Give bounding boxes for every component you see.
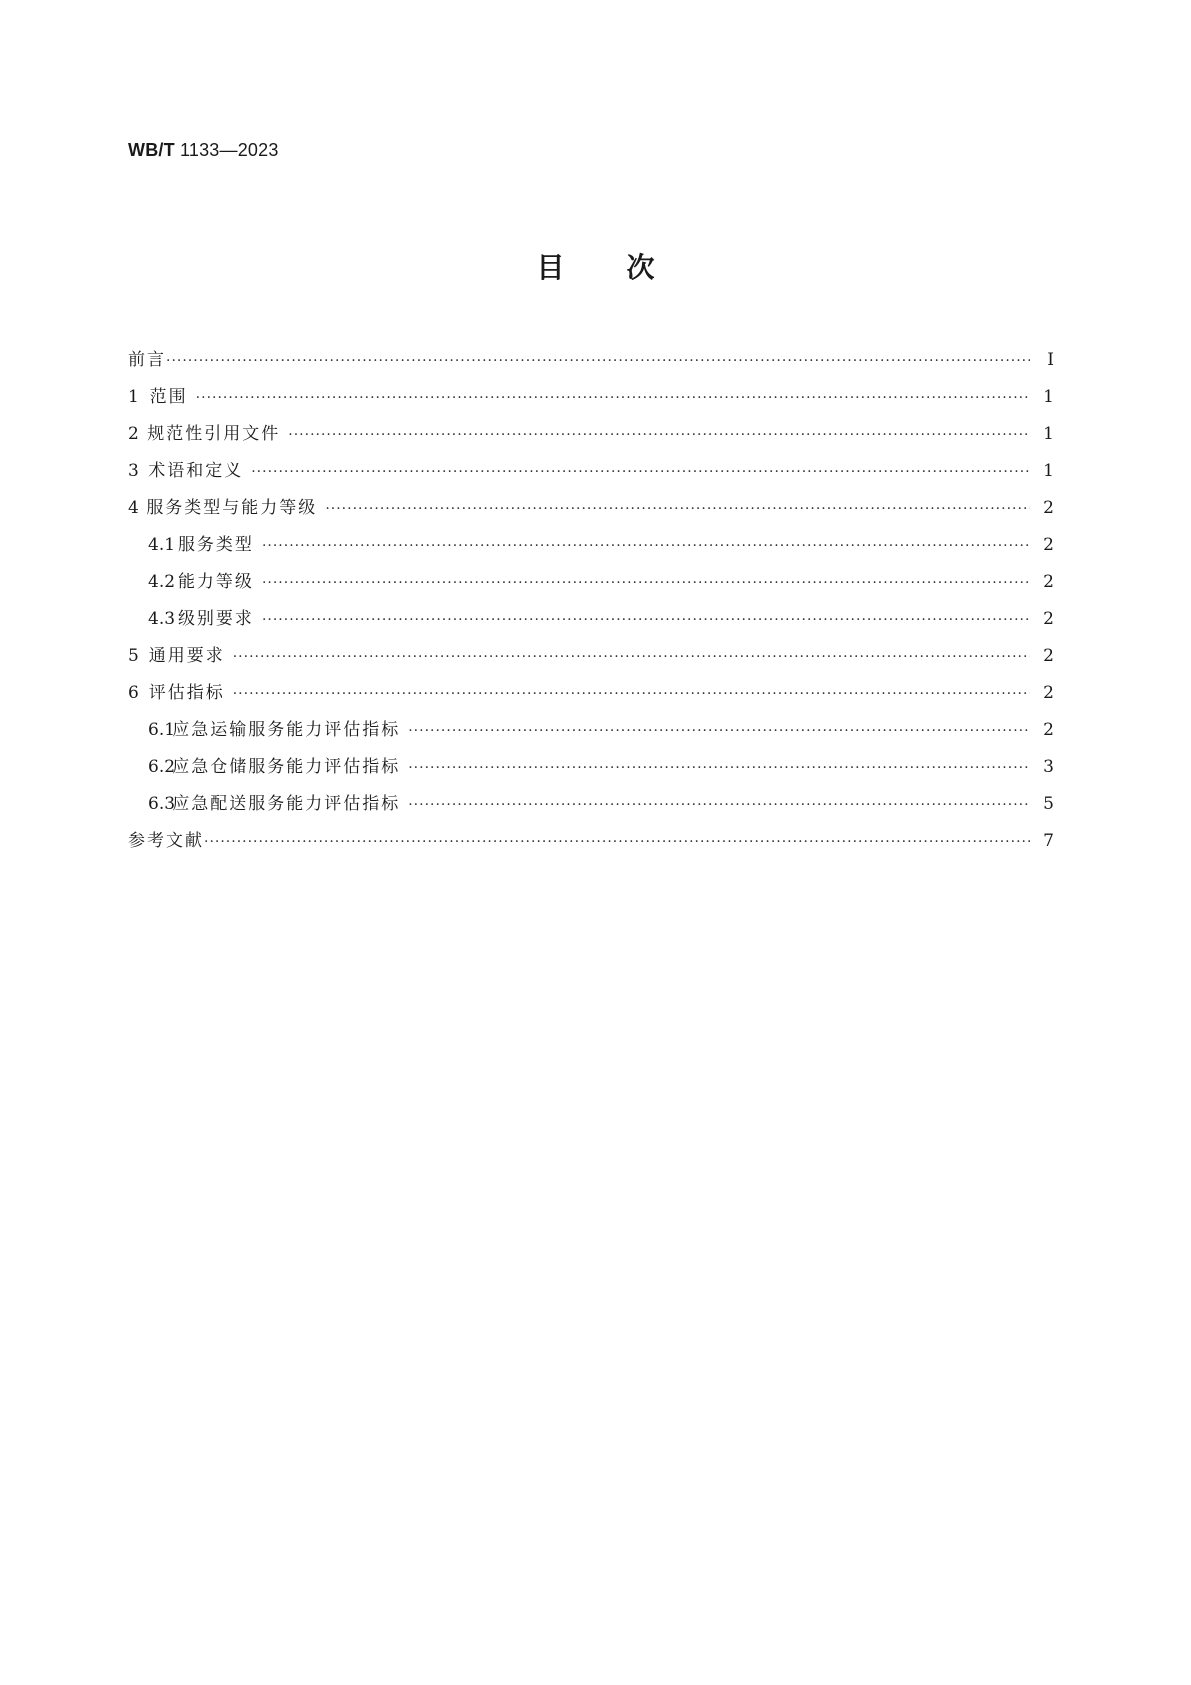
toc-dot-leader [262, 565, 1030, 602]
toc-entry-number: 6.2 [148, 757, 176, 777]
toc-dot-leader [233, 676, 1030, 713]
toc-dot-leader [262, 528, 1030, 565]
toc-dot-leader [325, 491, 1030, 528]
toc-dot-leader [233, 639, 1030, 676]
toc-entry-page: 1 [1043, 387, 1054, 407]
toc-entry-label: 级别要求 [177, 609, 254, 629]
document-code [128, 140, 279, 161]
toc-entry-label: 应急仓储服务能力评估指标 [172, 757, 401, 777]
toc-entry-number: 4.3 [148, 609, 176, 629]
toc-dot-leader [262, 602, 1030, 639]
toc-entry-page: 2 [1043, 683, 1054, 703]
toc-dot-leader [408, 750, 1030, 787]
toc-entry-4[interactable] [128, 490, 1054, 527]
toc-entry-label: 范围 [149, 387, 188, 407]
toc-entry-page: 1 [1043, 461, 1054, 481]
toc-entry-page: 2 [1043, 609, 1054, 629]
toc-entry-page: 2 [1043, 646, 1054, 666]
toc-title-char-1: 目 [536, 251, 565, 284]
toc-entry-label: 评估指标 [148, 683, 225, 703]
document-code-prefix: WB/T [128, 140, 175, 160]
toc-entry-5[interactable] [128, 638, 1054, 675]
toc-entry-page: Ⅰ [1047, 350, 1054, 370]
toc-title [0, 246, 1191, 286]
toc-dot-leader [166, 343, 1030, 380]
toc-dot-leader [251, 454, 1030, 491]
toc-entry-6-3[interactable] [128, 786, 1054, 823]
toc-entry-number: 6 [128, 683, 139, 703]
toc-entry-number: 3 [128, 461, 139, 481]
toc-entry-6[interactable] [128, 675, 1054, 712]
toc-entry-4-1[interactable] [128, 527, 1054, 564]
toc-entry-label: 能力等级 [177, 572, 254, 592]
toc-dot-leader [196, 380, 1030, 417]
toc-entry-page: 2 [1043, 535, 1054, 555]
toc-entry-number: 4.1 [148, 535, 176, 555]
toc-entry-label: 前言 [128, 350, 166, 370]
toc-entry-number: 4 [128, 498, 139, 518]
toc-dot-leader [408, 787, 1030, 824]
toc-entry-number: 2 [128, 424, 139, 444]
toc-entry-4-3[interactable] [128, 601, 1054, 638]
toc-entry-label: 应急运输服务能力评估指标 [172, 720, 401, 740]
toc-title-char-2: 次 [626, 251, 655, 284]
toc-entry-label: 通用要求 [148, 646, 225, 666]
document-code-number: 1133—2023 [180, 140, 279, 160]
toc-entry-number: 1 [128, 387, 139, 407]
toc-entry-label: 应急配送服务能力评估指标 [172, 794, 401, 814]
toc-entry-label: 服务类型与能力等级 [146, 498, 318, 518]
toc-entry-page: 2 [1043, 720, 1054, 740]
toc-dot-leader [408, 713, 1030, 750]
toc-entry-page: 5 [1043, 794, 1054, 814]
toc-entry-6-1[interactable] [128, 712, 1054, 749]
toc-list [128, 342, 1054, 860]
toc-entry-page: 2 [1043, 498, 1054, 518]
toc-entry-6-2[interactable] [128, 749, 1054, 786]
toc-dot-leader [204, 824, 1030, 861]
toc-entry-4-2[interactable] [128, 564, 1054, 601]
toc-entry-2[interactable] [128, 416, 1054, 453]
toc-entry-label: 参考文献 [128, 831, 204, 851]
toc-entry-1[interactable] [128, 379, 1054, 416]
toc-entry-bibliography[interactable] [128, 823, 1054, 860]
toc-dot-leader [288, 417, 1030, 454]
toc-entry-number: 6.1 [148, 720, 176, 740]
toc-entry-number: 4.2 [148, 572, 176, 592]
toc-entry-label: 术语和定义 [148, 461, 244, 481]
toc-entry-3[interactable] [128, 453, 1054, 490]
toc-entry-page: 3 [1043, 757, 1054, 777]
toc-entry-number: 5 [128, 646, 139, 666]
toc-entry-page: 2 [1043, 572, 1054, 592]
toc-entry-label: 规范性引用文件 [147, 424, 281, 444]
toc-entry-number: 6.3 [148, 794, 176, 814]
toc-entry-page: 7 [1043, 831, 1054, 851]
toc-entry-label: 服务类型 [177, 535, 254, 555]
toc-entry-foreword[interactable] [128, 342, 1054, 379]
toc-entry-page: 1 [1043, 424, 1054, 444]
